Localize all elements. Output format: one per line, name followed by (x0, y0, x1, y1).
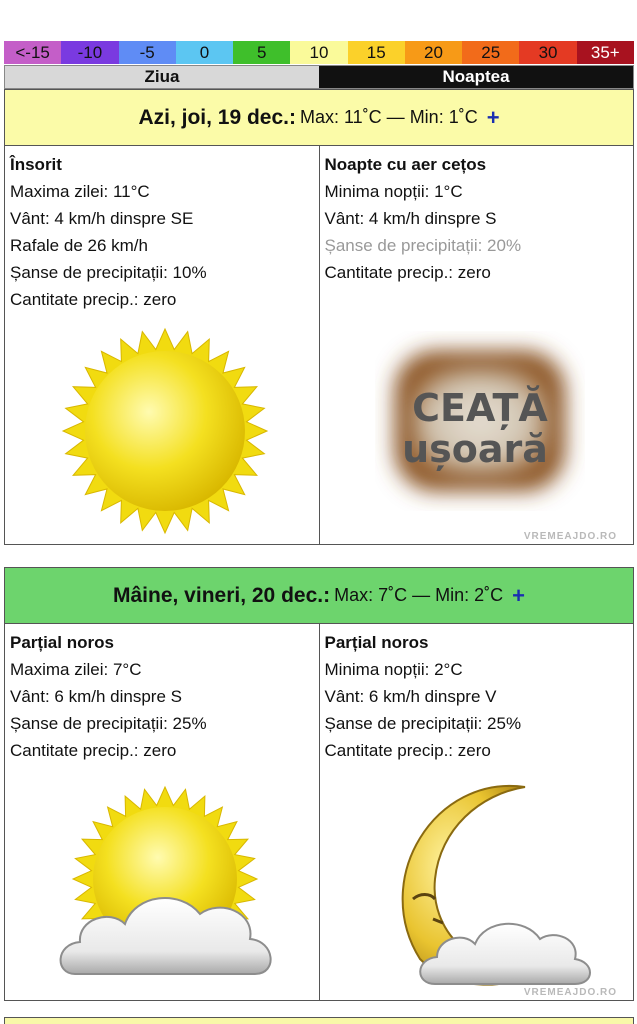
next-day-header-partial (4, 1017, 634, 1024)
expand-day-button[interactable]: + (512, 582, 525, 608)
max-temperature: Maxima zilei: 7°C (10, 660, 142, 679)
temperature-scale (4, 41, 634, 64)
min-temperature: Minima nopții: 2°C (324, 660, 463, 679)
precip-chance: Șanse de precipitații: 20% (324, 236, 522, 255)
forecast-day-header (5, 568, 633, 624)
forecast-day-title: Mâine, vineri, 20 dec. (113, 583, 324, 607)
forecast-day-today (4, 89, 634, 545)
forecast-day-tomorrow (4, 567, 634, 1001)
precip-amount: Cantitate precip.: zero (324, 741, 491, 760)
moon-cloud-icon (375, 779, 595, 994)
forecast-minmax: Max: 11˚C — Min: 1˚C (300, 107, 478, 127)
expand-day-button[interactable]: + (486, 104, 500, 130)
watermark: VREMEAJDO.RO (523, 987, 617, 998)
precip-amount: Cantitate precip.: zero (10, 741, 177, 760)
night-forecast-panel (319, 146, 634, 544)
scale-cell: 30 (519, 41, 576, 64)
precip-chance: Șanse de precipitații: 25% (324, 714, 522, 733)
title-colon: : (323, 583, 331, 607)
night-forecast-panel (319, 624, 634, 1000)
forecast-minmax: Max: 7˚C — Min: 2˚C (334, 585, 504, 605)
wind-info: Vânt: 6 km/h dinspre V (324, 687, 497, 706)
day-forecast-panel (5, 624, 319, 1000)
gust-info: Rafale de 26 km/h (10, 236, 148, 255)
day-forecast-panel (5, 146, 319, 544)
night-column-header: Noaptea (319, 66, 633, 88)
scale-cell: -10 (61, 41, 118, 64)
precip-amount: Cantitate precip.: zero (10, 290, 177, 309)
wind-info: Vânt: 4 km/h dinspre S (324, 209, 497, 228)
sun-behind-cloud-icon (50, 784, 280, 994)
condition-label: Însorit (10, 155, 62, 174)
condition-label: Noapte cu aer cețos (324, 155, 487, 174)
fog-label-1: CEAȚĂ (411, 386, 548, 430)
condition-label: Parțial noros (10, 633, 114, 652)
scale-cell: 5 (233, 41, 290, 64)
fog-label-2: ușoară (401, 427, 548, 471)
title-colon: : (289, 105, 296, 129)
watermark: VREMEAJDO.RO (523, 531, 617, 542)
scale-cell: 25 (462, 41, 519, 64)
wind-info: Vânt: 4 km/h dinspre SE (10, 209, 194, 228)
scale-cell: <-15 (4, 41, 61, 64)
precip-chance: Șanse de precipitații: 25% (10, 714, 207, 733)
scale-cell: 15 (348, 41, 405, 64)
scale-cell: 10 (290, 41, 347, 64)
scale-cell: 20 (405, 41, 462, 64)
forecast-day-title: Azi, joi, 19 dec. (138, 105, 289, 129)
sun-icon (60, 326, 270, 536)
wind-info: Vânt: 6 km/h dinspre S (10, 687, 182, 706)
scale-cell: -5 (119, 41, 176, 64)
scale-cell: 0 (176, 41, 233, 64)
precip-chance: Șanse de precipitații: 10% (10, 263, 207, 282)
forecast-day-header (5, 90, 633, 146)
max-temperature: Maxima zilei: 11°C (10, 182, 150, 201)
min-temperature: Minima nopții: 1°C (324, 182, 463, 201)
day-night-header (4, 65, 634, 89)
light-fog-icon (375, 331, 585, 511)
condition-label: Parțial noros (324, 633, 429, 652)
day-column-header: Ziua (5, 66, 319, 88)
precip-amount: Cantitate precip.: zero (324, 263, 491, 282)
scale-cell: 35+ (577, 41, 634, 64)
